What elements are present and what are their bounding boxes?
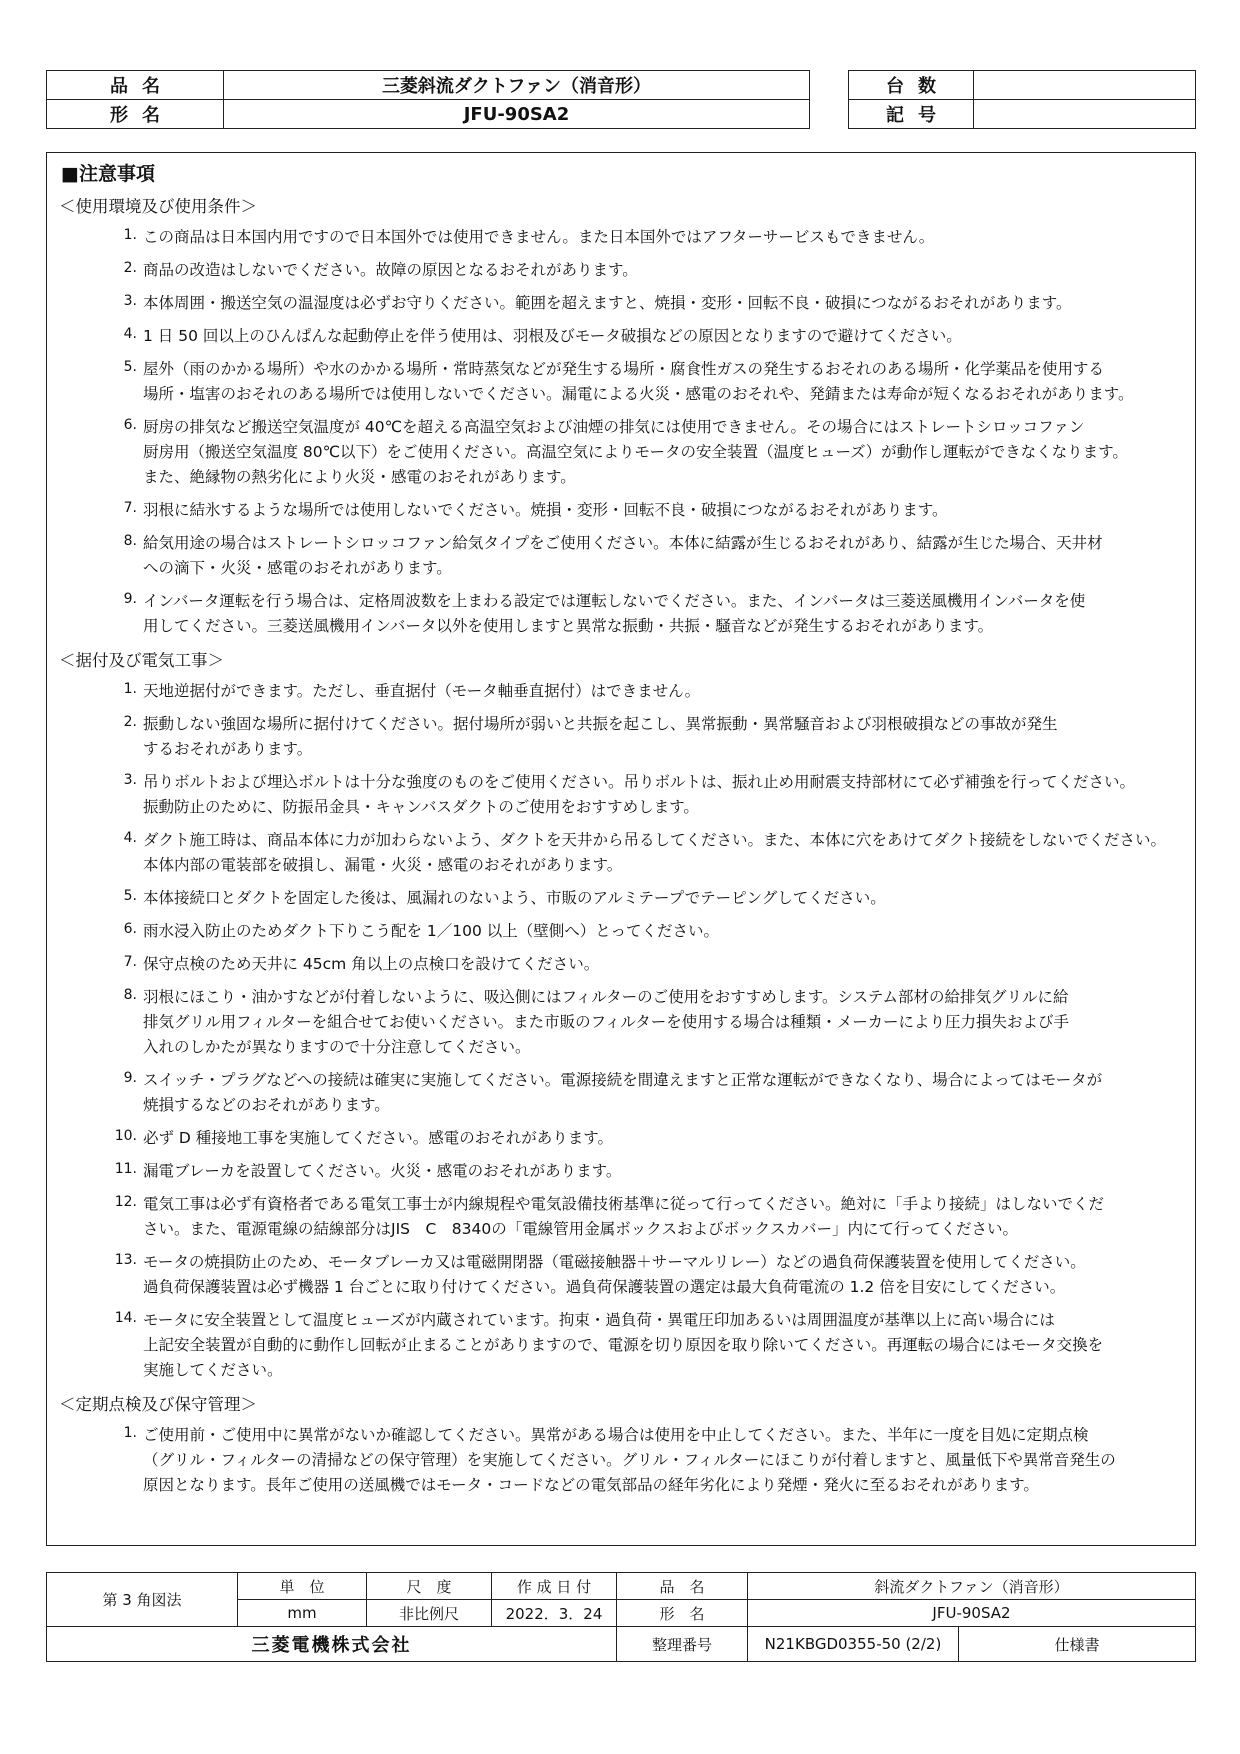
note-item-number: 4. [123,830,137,846]
note-item-line: 厨房の排気など搬送空気温度が 40℃を超える高温空気および油煙の排気には使用できません。その場合にはストレートシロッコファン [143,418,1085,436]
model-footer: JFU-90SA2 [748,1600,1196,1627]
scale-label: 尺 度 [367,1573,492,1600]
note-item-line: 吊りボルトおよび埋込ボルトは十分な強度のものをご使用ください。吊りボルトは、振れ止め用耐震支持部材にて必ず補強を行ってください。 [143,773,1136,791]
note-item-number: 8. [123,533,137,549]
note-item-text [143,258,1183,283]
note-item-number: 12. [114,1194,137,1210]
note-item-text [143,1308,1183,1383]
section-heading: ＜定期点検及び保守管理＞ [59,1395,257,1414]
note-item-number: 3. [123,772,137,788]
note-item-number: 4. [123,326,137,342]
note-item-text [143,679,1183,704]
note-item-line: 給気用途の場合はストレートシロッコファン給気タイプをご使用ください。本体に結露が生じるおそれがあり、結露が生じた場合、天井材 [143,534,1103,552]
note-item-number: 14. [114,1310,137,1326]
note-item-text [143,1159,1183,1184]
note-item-line: するおそれがあります。 [143,740,313,758]
scale-value: 非比例尺 [367,1600,492,1627]
note-item-line: 本体周囲・搬送空気の温湿度は必ずお守りください。範囲を超えますと、焼損・変形・回転不良・破損につながるおそれがあります。 [143,294,1072,312]
note-item-text [143,1126,1183,1151]
note-item-text [143,712,1183,762]
note-item-line: 振動防止のために、防振吊金具・キャンバスダクトのご使用をおすすめします。 [143,798,699,816]
company-name: 三菱電機株式会社 [47,1627,617,1662]
date-label: 作 成 日 付 [492,1573,617,1600]
note-item-line: さい。また、電源電線の結線部分はJIS C 8340の「電線管用金属ボックスおよびボックスカバー」内にて行ってください。 [143,1220,1018,1238]
note-item-number: 2. [123,260,137,276]
note-item-number: 1. [123,1425,137,1441]
note-item-line: この商品は日本国内用ですので日本国外では使用できません。また日本国外ではアフターサービスもできません。 [143,228,935,246]
product-name-label: 品名 [47,71,224,100]
note-item-line: また、絶縁物の熱劣化により火災・感電のおそれがあります。 [143,468,576,486]
note-item-line: 羽根に結氷するような場所では使用しないでください。焼損・変形・回転不良・破損につながるおそれがあります。 [143,501,948,519]
date-value: 2022．3．24 [492,1600,617,1627]
note-item-number: 6. [123,921,137,937]
projection-method: 第 3 角図法 [47,1573,238,1627]
ref-number: N21KBGD0355-50 (2/2) [748,1627,959,1662]
note-item-line: 原因となります。長年ご使用の送風機ではモータ・コードなどの電気部品の経年劣化により発煙・発火に至るおそれがあります。 [143,1476,1039,1494]
note-item-line: ダクト施工時は、商品本体に力が加わらないよう、ダクトを天井から吊るしてください。また、本体に穴をあけてダクト接続をしないでください。 [143,831,1167,849]
notes-box [46,152,1196,1546]
section-heading: ＜据付及び電気工事＞ [59,651,224,670]
quantity-value [974,71,1196,100]
note-item-number: 1. [123,227,137,243]
title-block [46,1572,1196,1662]
note-item-text [143,985,1183,1060]
product-name-label-footer: 品 名 [617,1573,748,1600]
note-item-line: 漏電ブレーカを設置してください。火災・感電のおそれがあります。 [143,1162,622,1180]
note-item-line: スイッチ・プラグなどへの接続は確実に実施してください。電源接続を間違えますと正常な運転ができなくなり、場合によってはモータが [143,1071,1103,1089]
note-item-number: 2. [123,714,137,730]
note-item-number: 8. [123,987,137,1003]
note-item-text [143,770,1183,820]
note-item-number: 7. [123,500,137,516]
note-item-line: ご使用前・ご使用中に異常がないか確認してください。異常がある場合は使用を中止してください。また、半年に一度を目処に定期点検 [143,1426,1089,1444]
note-item-line: モータに安全装置として温度ヒューズが内蔵されています。拘束・過負荷・異電圧印加あるいは周囲温度が基準以上に高い場合には [143,1311,1055,1329]
note-item-text [143,225,1183,250]
note-item-number: 9. [123,591,137,607]
note-item-line: 電気工事は必ず有資格者である電気工事士が内線規程や電気設備技術基準に従って行ってください。絶対に「手より接続」はしないでくだ [143,1195,1105,1213]
note-item-line: 本体内部の電装部を破損し、漏電・火災・感電のおそれがあります。 [143,856,623,874]
quantity-header-table [848,70,1196,129]
unit-label: 単 位 [238,1573,367,1600]
note-item-text [143,357,1183,407]
note-item-line: 天地逆据付ができます。ただし、垂直据付（モータ軸垂直据付）はできません。 [143,682,701,700]
note-item-line: 場所・塩害のおそれのある場所では使用しないでください。漏電による火災・感電のおそれや、発錆または寿命が短くなるおそれがあります。 [143,385,1134,403]
note-item-line: 本体接続口とダクトを固定した後は、風漏れのないよう、市販のアルミテープでテーピングしてください。 [143,889,886,907]
ref-number-label: 整理番号 [617,1627,748,1662]
note-item-line: 屋外（雨のかかる場所）や水のかかる場所・常時蒸気などが発生する場所・腐食性ガスの発生するおそれのある場所・化学薬品を使用する [143,360,1105,378]
note-item-text [143,886,1183,911]
note-item-text [143,1192,1183,1242]
note-item-line: モータの焼損防止のため、モータブレーカ又は電磁開閉器（電磁接触器＋サーマルリレー）などの過負荷保護装置を使用してください。 [143,1253,1086,1271]
note-item-text [143,589,1183,639]
note-item-line: 保守点検のため天井に 45cm 角以上の点検口を設けてください。 [143,955,600,973]
note-item-line: 実施してください。 [143,1361,283,1379]
note-item-line: 過負荷保護装置は必ず機器 1 台ごとに取り付けてください。過負荷保護装置の選定は最大負荷電流の 1.2 倍を目安にしてください。 [143,1278,1066,1296]
note-item-line: 商品の改造はしないでください。故障の原因となるおそれがあります。 [143,261,638,279]
note-item-line: への滴下・火災・感電のおそれがあります。 [143,559,452,577]
model-value: JFU-90SA2 [224,100,810,129]
note-item-text [143,919,1183,944]
note-item-line: インバータ運転を行う場合は、定格周波数を上まわる設定では運転しないでください。また、インバータは三菱送風機用インバータを使 [143,592,1086,610]
quantity-label: 台数 [849,71,974,100]
note-item-text [143,1423,1183,1498]
note-item-line: 振動しない強固な場所に据付けてください。据付場所が弱いと共振を起こし、異常振動・異常騒音および羽根破損などの事故が発生 [143,715,1058,733]
product-header-table [46,70,810,129]
symbol-value [974,100,1196,129]
note-item-line: 焼損するなどのおそれがあります。 [143,1096,390,1114]
note-item-number: 10. [114,1128,137,1144]
note-item-number: 11. [114,1161,137,1177]
note-item-line: 雨水浸入防止のためダクト下りこう配を 1／100 以上（壁側へ）とってください。 [143,922,719,940]
note-item-number: 5. [123,359,137,375]
note-item-text [143,291,1183,316]
unit-value: mm [238,1600,367,1627]
note-item-text [143,1068,1183,1118]
note-item-text [143,415,1183,490]
note-item-text [143,1250,1183,1300]
note-item-line: 用してください。三菱送風機用インバータ以外を使用しますと異常な振動・共振・騒音などが発生するおそれがあります。 [143,617,994,635]
note-item-line: 1 日 50 回以上のひんぱんな起動停止を伴う使用は、羽根及びモータ破損などの原因となりますので避けてください。 [143,327,962,345]
document-type: 仕様書 [959,1627,1196,1662]
note-item-line: 羽根にほこり・油かすなどが付着しないように、吸込側にはフィルターのご使用をおすすめします。システム部材の給排気グリルに給 [143,988,1069,1006]
note-item-number: 6. [123,417,137,433]
note-item-line: 入れのしかたが異なりますので十分注意してください。 [143,1038,531,1056]
note-item-line: 厨房用（搬送空気温度 80℃以下）をご使用ください。高温空気によりモータの安全装置（温度ヒューズ）が動作し運転ができなくなります。 [143,443,1128,461]
note-item-number: 9. [123,1070,137,1086]
note-item-text [143,324,1183,349]
notes-title: ■注意事項 [61,163,155,185]
note-item-number: 3. [123,293,137,309]
note-item-number: 7. [123,954,137,970]
note-item-text [143,498,1183,523]
note-item-number: 5. [123,888,137,904]
note-item-line: （グリル・フィルターの清掃などの保守管理）を実施してください。グリル・フィルターにほこりが付着しますと、風量低下や異常音発生の [143,1451,1116,1469]
note-item-text [143,828,1183,878]
symbol-label: 記号 [849,100,974,129]
model-label-footer: 形 名 [617,1600,748,1627]
note-item-number: 1. [123,681,137,697]
note-item-text [143,531,1183,581]
note-item-line: 上記安全装置が自動的に動作し回転が止まることがありますので、電源を切り原因を取り除いてください。再運転の場合にはモータ交換を [143,1336,1104,1354]
model-label: 形名 [47,100,224,129]
product-name-footer: 斜流ダクトファン（消音形） [748,1573,1196,1600]
note-item-number: 13. [114,1252,137,1268]
note-item-text [143,952,1183,977]
product-name-value: 三菱斜流ダクトファン（消音形） [224,71,810,100]
note-item-line: 排気グリル用フィルターを組合せてお使いください。また市販のフィルターを使用する場合は種類・メーカーにより圧力損失および手 [143,1013,1069,1031]
section-heading: ＜使用環境及び使用条件＞ [59,197,257,216]
note-item-line: 必ず D 種接地工事を実施してください。感電のおそれがあります。 [143,1129,614,1147]
